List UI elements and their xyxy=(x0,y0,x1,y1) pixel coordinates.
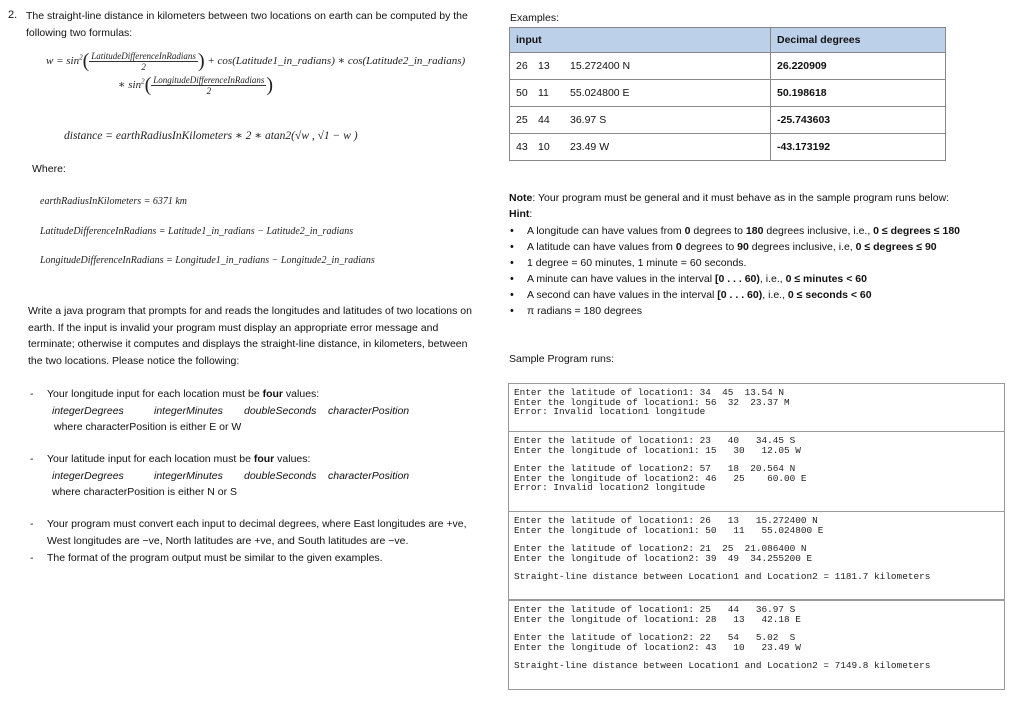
lon-diff-num: LongitudeDifferenceInRadians xyxy=(153,75,265,85)
h2-90: 90 xyxy=(737,241,749,253)
lat-diff-num: LatitudeDifferenceInRadians xyxy=(91,51,196,61)
min: 11 xyxy=(538,87,549,99)
decimal-cell: 26.220909 xyxy=(771,53,946,80)
lon-where: where characterPosition is either E or W xyxy=(54,421,242,433)
input-cell xyxy=(510,53,771,80)
sample-run-4 xyxy=(508,600,1005,690)
min: 13 xyxy=(538,60,550,72)
list-item: • π radians = 180 degrees xyxy=(507,303,1007,319)
table-row xyxy=(510,107,946,134)
console-line: Straight-line distance between Location1 and Location2 = 7149.8 kilometers xyxy=(514,660,931,672)
console-line: Error: Invalid location2 longitude xyxy=(514,482,706,494)
col-input: input xyxy=(510,28,771,53)
list-item xyxy=(507,223,1007,239)
h5-mid: , i.e., xyxy=(762,289,788,301)
h5-range: 0 ≤ seconds < 60 xyxy=(787,289,872,301)
lat-f2: integerMinutes xyxy=(154,469,223,482)
sec: 23.49 W xyxy=(570,141,610,153)
sin2-prefix: ∗ sin xyxy=(118,79,142,92)
list-item xyxy=(507,239,1007,255)
console-line: Enter the longitude of location1: 15 30 12.05 W xyxy=(514,444,801,456)
h1-post: degrees inclusive, i.e., xyxy=(763,225,874,237)
intro-line-1: The straight-line distance in kilometers between two locations on earth can be computed by the xyxy=(26,10,468,22)
sample-run-2 xyxy=(508,432,1005,512)
note-line xyxy=(509,192,949,204)
dash-1: - xyxy=(30,388,34,400)
lon-four: four xyxy=(262,388,284,400)
h4-range: 0 ≤ minutes < 60 xyxy=(785,273,867,285)
console-line: Enter the longitude of location1: 56 32 23.37 M xyxy=(514,396,790,408)
req-conversion xyxy=(30,516,500,567)
col-decimal: Decimal degrees xyxy=(771,28,946,53)
deg: 43 xyxy=(516,141,528,153)
list-item: • 1 degree = 60 minutes, 1 minute = 60 seconds. xyxy=(507,255,1007,271)
min: 10 xyxy=(538,141,550,153)
lat-pre: Your latitude input for each location must be xyxy=(47,453,254,465)
lon-pre: Your longitude input for each location must be xyxy=(47,388,263,400)
sin2-sq: 2 xyxy=(141,77,145,86)
lat-f1: integerDegrees xyxy=(52,469,124,482)
lon-f4: characterPosition xyxy=(328,404,410,417)
h4-int: [0 . . . 60) xyxy=(714,273,760,285)
note-text: : Your program must be general and it must behave as in the sample program runs below: xyxy=(532,192,950,204)
h4-mid: , i.e., xyxy=(759,273,786,285)
w-sq: 2 xyxy=(79,53,83,62)
conv-line-2: West longitudes are −ve, North latitudes are +ve, and South latitudes are −ve. xyxy=(47,535,409,547)
console-line: Enter the latitude of location1: 26 13 15.272400 N xyxy=(514,515,818,526)
console-line: Enter the latitude of location2: 22 54 5.02 S xyxy=(514,632,796,644)
where-label: Where: xyxy=(32,163,66,175)
lon-def: LongitudeDifferenceInRadians = Longitude1_in_radians − Longitude2_in_radians xyxy=(40,255,375,266)
input-cell xyxy=(510,107,771,134)
h2-pre: A latitude can have values from xyxy=(527,241,676,253)
table-row xyxy=(510,134,946,161)
h5-int: [0 . . . 60) xyxy=(717,289,763,301)
formula-w: $w = \sin^2$( $\frac{\text{LatitudeDifferenceInRadians}}{2}$ ) + cos(Latitude1_in_radians) ∗ cos(Latitude2_in_radians) xyxy=(46,50,466,72)
sec: 55.024800 E xyxy=(570,87,630,99)
list-item xyxy=(507,287,1007,303)
lat-values: values: xyxy=(274,453,311,465)
question-intro xyxy=(26,8,496,41)
dash-3: - xyxy=(30,518,34,530)
hint-colon: : xyxy=(529,208,533,220)
formula-w-line2: ∗ $\sin^2$( $\frac{\text{LongitudeDifferenceInRadians}}{2}$ ) xyxy=(118,74,274,96)
lat-four: four xyxy=(253,453,275,465)
hint-label xyxy=(509,208,532,220)
question-number: 2. xyxy=(8,9,18,21)
dash-2: - xyxy=(30,453,34,465)
task-line-1: Write a java program that prompts for and reads the longitudes and latitudes of two locations on xyxy=(28,305,472,317)
deg: 50 xyxy=(516,87,528,99)
console-line: Error: Invalid location1 longitude xyxy=(514,406,706,418)
input-cell xyxy=(510,134,771,161)
req-latitude xyxy=(30,451,500,501)
h4-pre: A minute can have values in the interval xyxy=(527,273,715,285)
console-line: Enter the latitude of location2: 57 18 20.564 N xyxy=(514,463,796,475)
deg: 26 xyxy=(516,60,528,72)
console-line: Enter the longitude of location2: 39 49 34.255200 E xyxy=(514,552,813,564)
hint-list xyxy=(507,223,1007,319)
conv-line-1: Your program must convert each input to decimal degrees, where East longitudes are +ve, xyxy=(47,518,467,530)
min: 44 xyxy=(538,114,550,126)
console-line: Enter the latitude of location1: 23 40 34.45 S xyxy=(514,435,796,446)
decimal-cell: -43.173192 xyxy=(771,134,946,161)
console-line: Enter the latitude of location1: 25 44 36.97 S xyxy=(514,604,796,615)
sample-title: Sample Program runs: xyxy=(509,353,615,365)
radius-def: earthRadiusInKilometers = 6371 km xyxy=(40,196,188,207)
lat-diff-den: 2 xyxy=(141,62,146,72)
list-item xyxy=(507,271,1007,287)
task-line-4: the two locations. Please notice the following: xyxy=(28,354,240,367)
task-line-3: terminate; otherwise it computes and displays the straight-line distance, in kilometers, between xyxy=(28,338,468,350)
sample-run-3 xyxy=(508,512,1005,600)
lat-def: LatitudeDifferenceInRadians = Latitude1_in_radians − Latitude2_in_radians xyxy=(40,226,354,237)
console-line: Enter the longitude of location2: 46 25 60.00 E xyxy=(514,472,807,484)
h1-mid: degrees to xyxy=(690,225,746,237)
decimal-cell: -25.743603 xyxy=(771,107,946,134)
dash-4: - xyxy=(30,552,34,564)
h1-range: 0 ≤ degrees ≤ 180 xyxy=(873,225,960,237)
format-line: The format of the program output must be similar to the given examples. xyxy=(47,552,383,564)
lon-f2: integerMinutes xyxy=(154,404,223,417)
lon-f3: doubleSeconds xyxy=(244,404,317,417)
lon-f1: integerDegrees xyxy=(52,404,124,417)
console-line: Enter the longitude of location1: 28 13 42.18 E xyxy=(514,613,801,625)
h1-zero: 0 xyxy=(684,225,691,237)
formula-distance: distance = earthRadiusInKilometers ∗ 2 ∗ atan2(√w , √1 − w ) xyxy=(64,130,358,142)
lat-f4: characterPosition xyxy=(328,469,410,482)
task-line-2: earth. If the input is invalid your program must display an appropriate error message and xyxy=(28,321,439,334)
h5-pre: A second can have values in the interval xyxy=(527,289,718,301)
lon-values: values: xyxy=(283,388,320,400)
sec: 15.272400 N xyxy=(570,60,631,72)
h2-range: 0 ≤ degrees ≤ 90 xyxy=(855,241,937,253)
hint-text: Hint xyxy=(509,208,530,220)
deg: 25 xyxy=(516,114,528,126)
sample-run-1 xyxy=(508,383,1005,432)
task-paragraph xyxy=(28,303,493,369)
decimal-cell: 50.198618 xyxy=(771,80,946,107)
lon-diff-den: 2 xyxy=(206,86,212,96)
table-row xyxy=(510,80,946,107)
req-longitude xyxy=(30,386,500,436)
h2-zero: 0 xyxy=(675,241,682,253)
note-label: Note xyxy=(509,192,533,204)
cos-term: + cos(Latitude1_in_radians) ∗ cos(Latitude2_in_radians) xyxy=(207,55,466,68)
lat-where: where characterPosition is either N or S xyxy=(52,486,237,498)
console-line: Enter the longitude of location2: 43 10 23.49 W xyxy=(514,641,801,653)
console-line: Straight-line distance between Location1 and Location2 = 1181.7 kilometers xyxy=(514,571,931,583)
h1-pre: A longitude can have values from xyxy=(527,225,685,237)
input-cell xyxy=(510,80,771,107)
lat-f3: doubleSeconds xyxy=(244,469,317,482)
console-line: Enter the longitude of location1: 50 11 55.024800 E xyxy=(514,524,824,536)
intro-line-2: following two formulas: xyxy=(26,26,133,39)
h2-post: degrees inclusive, i.e, xyxy=(748,241,856,253)
examples-title: Examples: xyxy=(510,12,560,24)
console-line: Enter the latitude of location1: 34 45 13.54 N xyxy=(514,387,785,398)
sec: 36.97 S xyxy=(570,114,607,126)
console-line: Enter the latitude of location2: 21 25 21.086400 N xyxy=(514,543,807,555)
h2-mid: degrees to xyxy=(681,241,738,253)
examples-table xyxy=(509,27,946,161)
h1-180: 180 xyxy=(745,225,764,237)
table-row xyxy=(510,53,946,80)
examples-header-row xyxy=(510,28,946,53)
w-lhs: w = sin xyxy=(46,55,80,68)
